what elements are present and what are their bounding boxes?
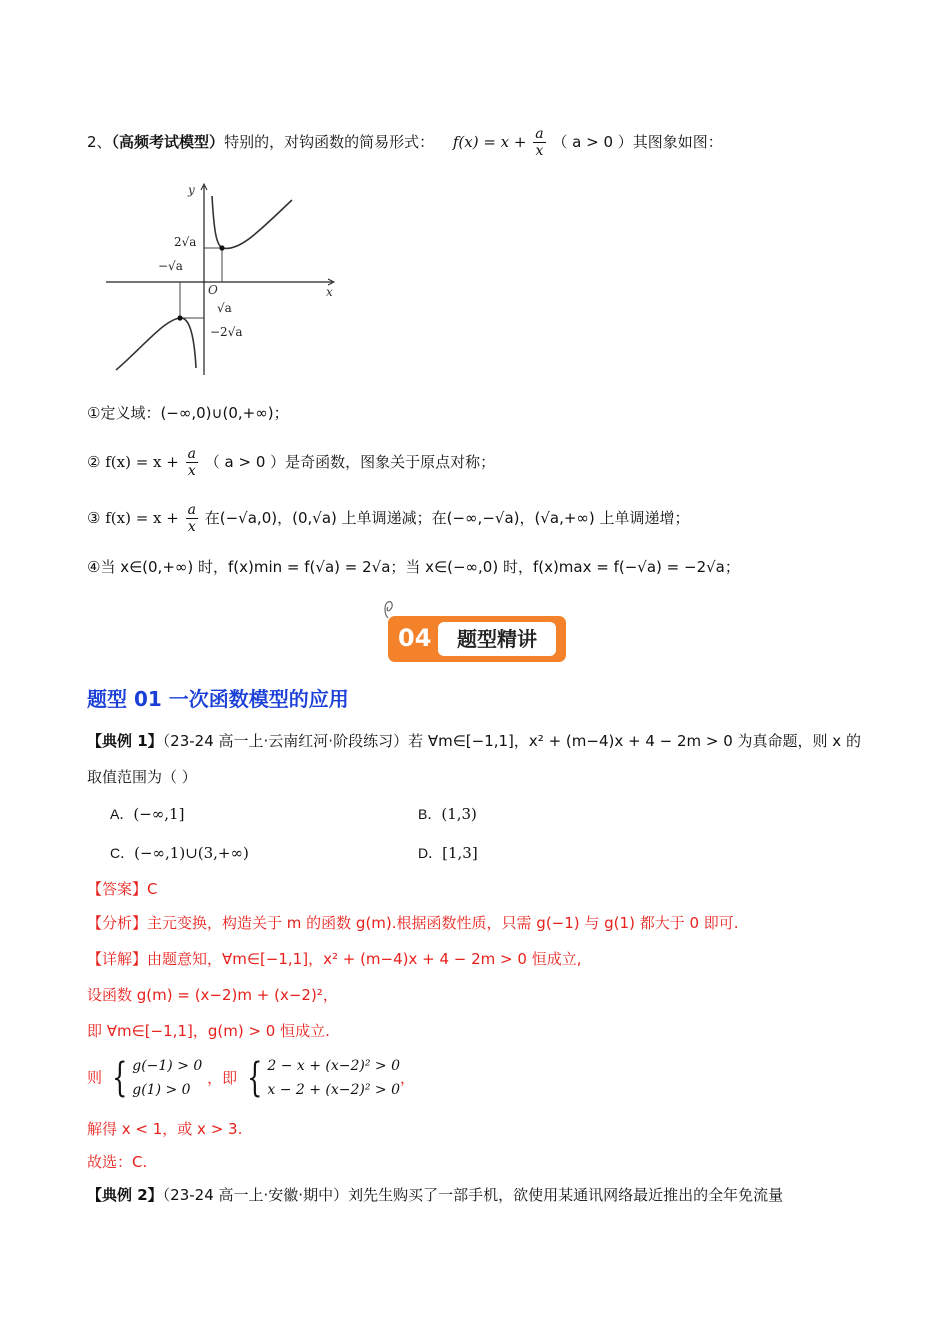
solution-line-6: 故选：C. xyxy=(87,1153,148,1171)
formula-lhs: f(x) = x + xyxy=(452,133,527,151)
badge-box xyxy=(388,616,566,662)
option-a-value: (−∞,1] xyxy=(133,805,185,823)
curve-right-branch xyxy=(212,196,292,248)
solution-line-2: 设函数 g(m) = (x−2)m + (x−2)²， xyxy=(87,986,338,1004)
option-c-letter: C． xyxy=(110,845,135,861)
option-a xyxy=(110,803,184,825)
system-1 xyxy=(132,1054,202,1102)
section-tag: （高频考试模型） xyxy=(111,133,225,151)
property-2-text: （ a > 0 ）是奇函数，图象关于原点对称； xyxy=(204,453,496,471)
system-2 xyxy=(267,1054,400,1102)
solution-line-3: 即 ∀m∈[−1,1]，g(m) > 0 恒成立. xyxy=(87,1022,330,1040)
option-c-value: (−∞,1)∪(3,+∞) xyxy=(134,844,249,862)
property-2-lhs: ② f(x) = x + xyxy=(87,453,179,471)
i-e-label: ，即 xyxy=(207,1069,238,1087)
property-3 xyxy=(87,502,690,535)
min-point xyxy=(219,245,224,250)
formula-condition: （ a > 0 ） xyxy=(552,133,633,151)
curve-left-branch xyxy=(116,318,196,370)
property-3-fraction: $\frac{a}{x}$ xyxy=(187,502,196,535)
example1-label: 【典例 1】 xyxy=(87,732,163,750)
analysis-line: 【分析】主元变换，构造关于 m 的函数 g(m).根据函数性质，只需 g(−1) 与 g(1) 都大于 0 即可. xyxy=(87,914,739,932)
system-2-row-1: 2 − x + (x−2)² > 0 xyxy=(267,1058,401,1074)
example2-label: 【典例 2】 xyxy=(87,1186,163,1204)
property-2 xyxy=(87,446,495,479)
label-2sqrta: 2√a xyxy=(174,235,197,249)
hook-function-graph xyxy=(100,180,350,380)
origin-label: O xyxy=(208,283,218,297)
system-1-row-1: g(−1) > 0 xyxy=(132,1058,203,1074)
example1-stem-line2: 取值范围为（ ） xyxy=(87,768,197,786)
badge-number: 04 xyxy=(398,624,432,652)
example1-stem-line1 xyxy=(87,730,861,752)
property-2-fraction: $\frac{a}{x}$ xyxy=(187,446,196,479)
answer-line: 【答案】C xyxy=(87,880,158,898)
max-point xyxy=(177,315,182,320)
system-1-brace: { xyxy=(111,1055,128,1101)
label-sqrta: √a xyxy=(217,301,232,315)
option-c xyxy=(110,842,249,864)
type01-heading: 题型 01 一次函数模型的应用 xyxy=(87,687,349,711)
detail-line: 【详解】由题意知，∀m∈[−1,1]，x² + (m−4)x + 4 − 2m > 0 恒成立, xyxy=(87,950,582,968)
section-tail: 其图象如图： xyxy=(632,133,723,151)
formula-fraction: $\frac{a}{x}$ xyxy=(535,126,544,159)
option-a-letter: A． xyxy=(110,806,134,822)
system-2-comma: ， xyxy=(400,1069,416,1087)
option-d-value: [1,3] xyxy=(442,844,478,862)
option-b-value: (1,3) xyxy=(441,805,477,823)
section-number: 2、 xyxy=(87,133,112,151)
label-neg-2sqrta: −2√a xyxy=(210,325,243,339)
option-d-letter: D． xyxy=(418,845,443,861)
example1-stem-a: 若 ∀m∈[−1,1]，x² + (m−4)x + 4 − 2m > 0 为真命题，则 x 的 xyxy=(408,732,861,750)
system-1-row-2: g(1) > 0 xyxy=(132,1082,191,1098)
option-d xyxy=(418,842,478,864)
y-label: y xyxy=(188,183,195,197)
section2-line xyxy=(87,126,723,159)
system-2-row-2: x − 2 + (x−2)² > 0 xyxy=(267,1082,401,1098)
solution-line-5: 解得 x < 1，或 x > 3. xyxy=(87,1120,243,1138)
solution-line-4 xyxy=(87,1054,415,1102)
example2-text: （23-24 高一上·安徽·期中）刘先生购买了一部手机，欲使用某通讯网络最近推出的全年免流量 xyxy=(162,1186,784,1204)
property-3-text: 在(−√a,0)，(0,√a) 上单调递减；在(−∞,−√a)，(√a,+∞) 上单调递增； xyxy=(204,509,690,527)
example2-stem xyxy=(87,1184,783,1206)
label-neg-sqrta: −√a xyxy=(158,259,183,273)
option-b xyxy=(418,803,477,825)
then-label: 则 xyxy=(87,1068,103,1087)
option-b-letter: B． xyxy=(418,806,442,822)
property-4: ④当 x∈(0,+∞) 时，f(x)min = f(√a) = 2√a；当 x∈(−∞,0) 时，f(x)max = f(−√a) = −2√a； xyxy=(87,558,740,576)
property-3-lhs: ③ f(x) = x + xyxy=(87,509,179,527)
system-2-brace: { xyxy=(246,1055,263,1101)
badge-title: 题型精讲 xyxy=(438,622,556,656)
x-label: x xyxy=(326,285,333,299)
example1-source: （23-24 高一上·云南红河·阶段练习） xyxy=(162,732,409,750)
section-desc: 特别的，对钩函数的简易形式： xyxy=(224,133,435,151)
property-1: ①定义域：(−∞,0)∪(0,+∞)； xyxy=(87,404,289,422)
